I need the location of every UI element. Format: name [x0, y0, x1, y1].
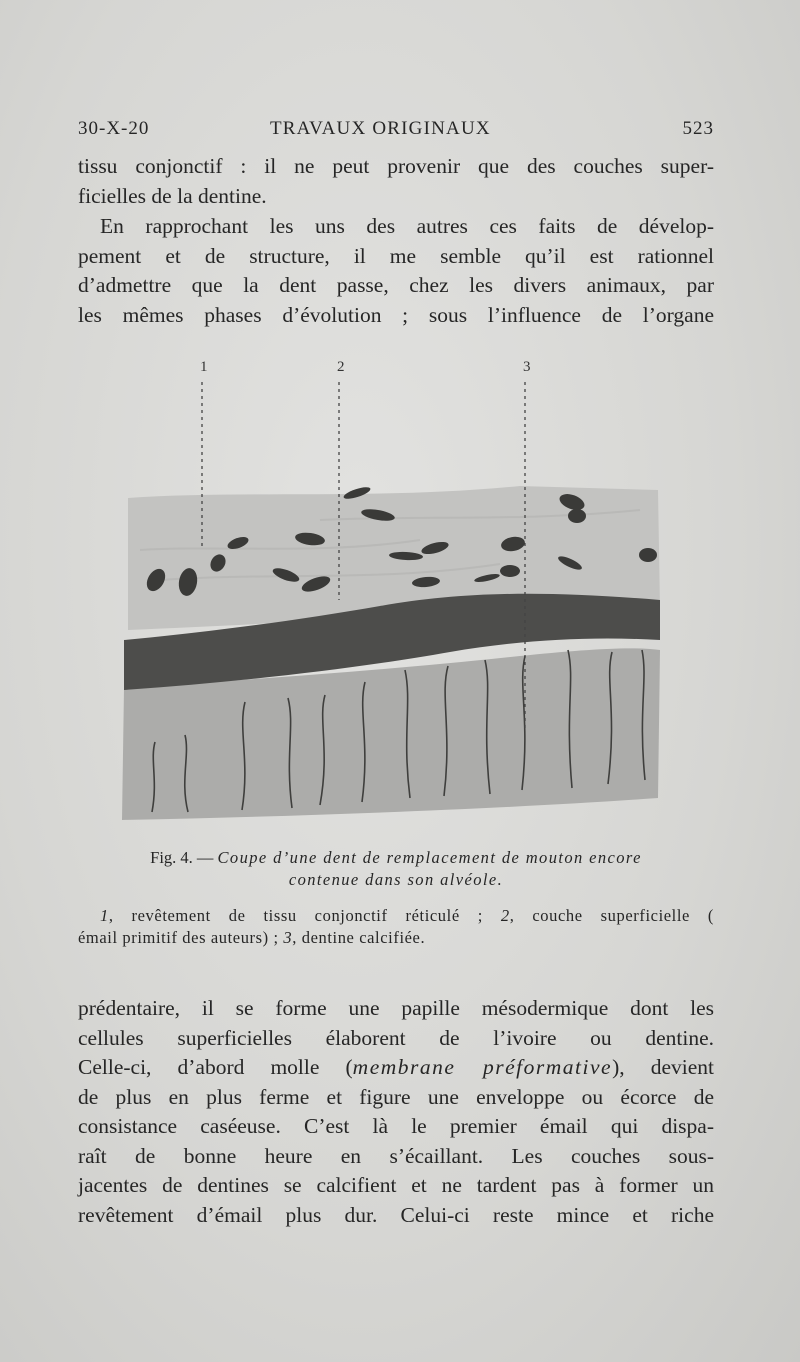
text-line: revêtement d’émail plus dur. Celui-ci reste mince et riche	[78, 1202, 714, 1227]
figure-legend	[78, 905, 714, 949]
header-date: 30-X-20	[78, 118, 150, 139]
page-number: 523	[682, 118, 714, 139]
text-line: prédentaire, il se forme une papille mésodermique dont les	[78, 996, 714, 1020]
legend-text-2b: émail primitif des auteurs) ;	[78, 928, 284, 947]
caption-line-1	[78, 847, 714, 869]
text-line: les mêmes phases d’évolution ; sous l’influence de l’organe	[78, 302, 714, 327]
figure-caption	[78, 847, 714, 891]
text-line: tissu conjonctif : il ne peut provenir que des couches super-	[78, 154, 714, 178]
legend-text-1: , revêtement de tissu conjonctif réticulé ;	[108, 906, 501, 925]
text-segment: ), devient	[612, 1055, 714, 1079]
text-line: jacentes de dentines se calcifient et ne tardent pas à former un	[78, 1173, 714, 1197]
text-segment: Celle-ci, d’abord molle (	[78, 1055, 353, 1079]
header-title: TRAVAUX ORIGINAUX	[270, 118, 491, 139]
text-line: consistance caséeuse. C’est là le premier émail qui dispa-	[78, 1114, 714, 1138]
caption-dash: —	[196, 848, 214, 867]
paragraph-top-continuation	[78, 152, 714, 211]
text-line: En rapprochant les uns des autres ces faits de dévelop-	[100, 214, 714, 238]
figure-illustration	[120, 350, 665, 830]
figure-number: Fig. 4.	[150, 848, 193, 867]
text-line	[78, 1053, 714, 1083]
legend-text-3: , dentine calcifiée.	[292, 928, 426, 947]
text-line: d’admettre que la dent passe, chez les divers animaux, par	[78, 273, 714, 297]
legend-num-3: 3	[283, 928, 293, 947]
legend-text-2: , couche superficielle (	[509, 906, 715, 925]
figure-label-1: 1	[200, 359, 208, 375]
figure-label-3: 3	[523, 359, 531, 375]
text-line: de plus en plus ferme et figure une enveloppe ou écorce de	[78, 1084, 714, 1109]
paragraph-rapprochant	[78, 212, 714, 330]
italic-term: membrane préformative	[352, 1055, 613, 1079]
running-header	[78, 118, 714, 142]
legend-line-1	[78, 905, 714, 927]
caption-title-2: contenue dans son alvéole.	[288, 870, 504, 889]
legend-line-2	[78, 927, 714, 949]
text-line: cellules superficielles élaborent de l’ivoire ou dentine.	[78, 1025, 714, 1050]
caption-title-1: Coupe d’une dent de remplacement de mouton encore	[217, 848, 642, 867]
figure-label-2: 2	[337, 359, 345, 375]
figure-tooth-section	[120, 350, 665, 830]
text-line: raît de bonne heure en s’écaillant. Les couches sous-	[78, 1143, 714, 1168]
paragraph-predentaire	[78, 994, 714, 1230]
legend-num-1: 1	[100, 906, 109, 925]
text-line: ficielles de la dentine.	[78, 183, 267, 208]
text-line: pement et de structure, il me semble qu’il est rationnel	[78, 243, 714, 268]
legend-num-2: 2	[500, 906, 510, 925]
